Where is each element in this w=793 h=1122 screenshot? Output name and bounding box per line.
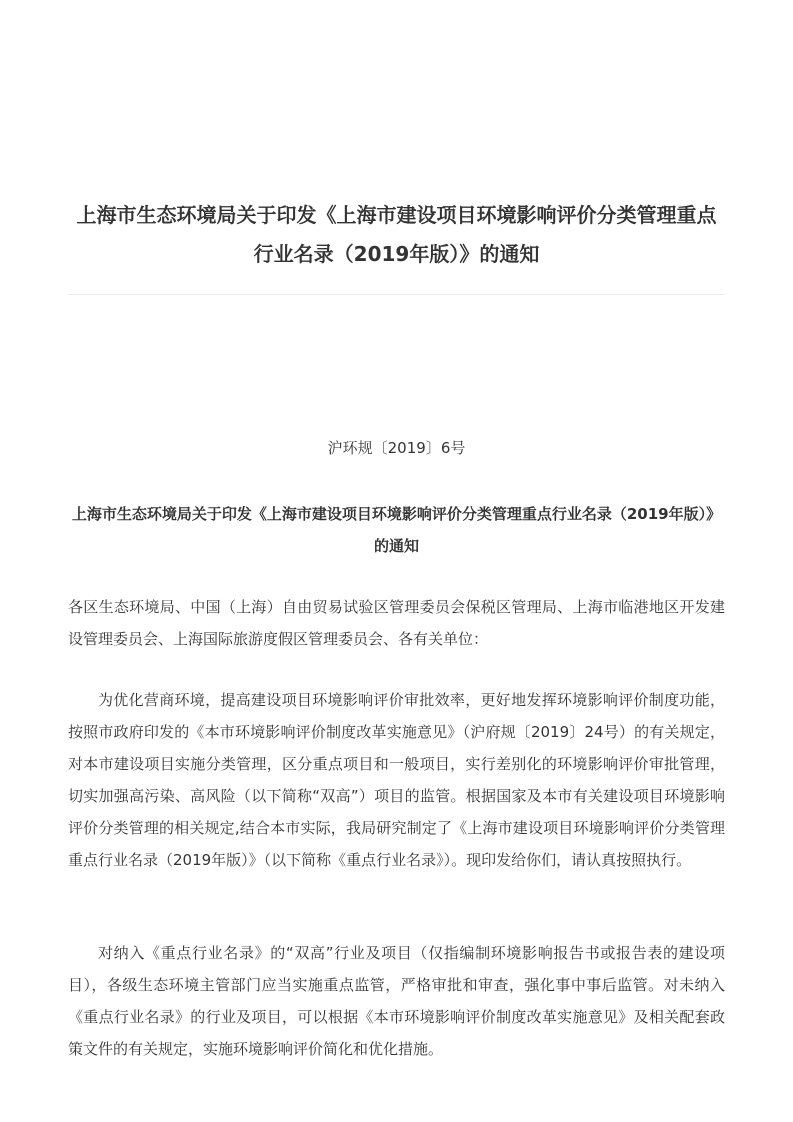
- title-divider: [68, 294, 725, 295]
- recipients-paragraph: 各区生态环境局、中国（上海）自由贸易试验区管理委员会保税区管理局、上海市临港地区开发建设管理委员会、上海国际旅游度假区管理委员会、各有关单位：: [68, 598, 725, 648]
- body-paragraph: 为优化营商环境，提高建设项目环境影响评价审批效率，更好地发挥环境影响评价制度功能，按照市政府印发的《本市环境影响评价制度改革实施意见》（沪府规〔2019〕24号）的有关规定，对本市建设项目实施分类管理，区分重点项目和一般项目，实行差别化的环境影响评价审批管理，切实加强高污染、高风险（以下简称“双高”）项目的监管。根据国家及本市有关建设项目环境影响评价分类管理的相关规定,结合本市实际，我局研究制定了《上海市建设项目环境影响评价分类管理重点行业名录（2019年版）》（以下简称《重点行业名录》）。现印发给你们，请认真按照执行。: [68, 691, 725, 869]
- notice-heading: 上海市生态环境局关于印发《上海市建设项目环境影响评价分类管理重点行业名录（2019年版）》的通知: [71, 505, 722, 555]
- page-title: 上海市生态环境局关于印发《上海市建设项目环境影响评价分类管理重点行业名录（2019年版）》的通知: [76, 203, 717, 266]
- body-paragraph: 对纳入《重点行业名录》的“双高”行业及项目（仅指编制环境影响报告书或报告表的建设项目），各级生态环境主管部门应当实施重点监管，严格审批和审查，强化事中事后监管。对未纳入《重点行业名录》的行业及项目，可以根据《本市环境影响评价制度改革实施意见》及相关配套政策文件的有关规定，实施环境影响评价简化和优化措施。: [68, 944, 725, 1058]
- document-number: 沪环规〔2019〕6号: [327, 439, 466, 457]
